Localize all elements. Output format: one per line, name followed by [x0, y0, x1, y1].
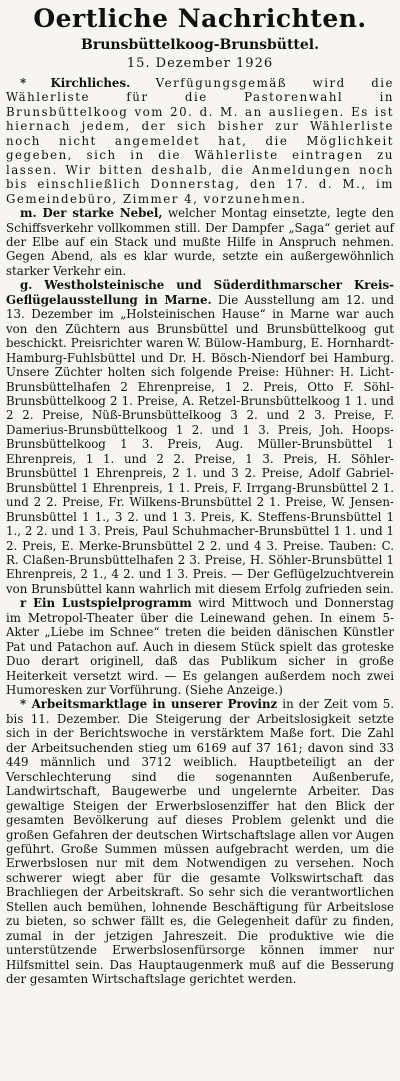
article-lead: * Arbeitsmarktlage in unserer Provinz — [20, 697, 278, 712]
article-body: Verfügungsgemäß wird die Wählerliste für die Pastorenwahl in Brunsbüttelkoog vom 20. d. M. an ausliegen. Es ist hiernach jedem, der sich bisher zur Wählerliste noch nicht angemeldet hat, die Möglichkeit gegeben, sich in die Wählerliste eintragen zu lassen. Wir bitten deshalb, die Anmeldungen noch bis einschließlich Donnerstag, den 17. d. M., im Gemeindebüro, Zimmer 4, vorzunehmen. — [6, 76, 395, 206]
article-nebel — [6, 206, 394, 278]
section-title: Oertliche Nachrichten. — [33, 4, 367, 33]
article-lead: g. Westholsteinische und Süderdithmarscher Kreis-Geflügelausstellung in Marne. — [6, 278, 394, 307]
article-kirchliches — [6, 76, 394, 206]
section-header — [6, 4, 394, 72]
article-body: wird Mittwoch und Donnerstag im Metropol-Theater über die Leinewand gehen. In einem 5-Akter „Liebe im Schnee“ treten die beiden dänischen Künstler Pat und Patachon auf. Auch in diesem Stück spielt das groteske Duo derart originell, daß das Publikum sicher in große Heiterkeit versetzt wird. — Es gelangen außerdem noch zwei Humoresken zur Vorführung. (Siehe Anzeige.) — [6, 596, 394, 698]
article-lead: m. Der starke Nebel, — [20, 206, 163, 221]
article-arbeitsmarktlage — [6, 697, 394, 986]
article-body: in der Zeit vom 5. bis 11. Dezember. Die Steigerung der Arbeitslosigkeit setzte sich in der Berichtswoche in verstärktem Maße fort. Die Zahl der Arbeitsuchenden stieg um 6169 auf 37 161; davon sind 33 449 männlich und 3712 weiblich. Hauptbeteiligt an der Verschlechterung sind die sogenannten Außenberufe, Landwirtschaft, Baugewerbe und ungelernte Arbeiter. Das gewaltige Steigen der Erwerbslosenziffer hat den Blick der gesamten Bevölkerung auf dieses Problem gelenkt und die großen Gefahren der deutschen Wirtschaftslage allen vor Augen geführt. Große Summen müssen aufgebracht werden, um die Erwerbslosen nur mit dem Notwendigen zu versehen. Noch schwerer wiegt aber für die gesamte Volkswirtschaft das Brachliegen der Arbeitskraft. So sehr sich die verantwortlichen Stellen auch bemühen, lohnende Beschäftigung für Arbeitslose zu bieten, so schwer fällt es, die Gelegenheit dafür zu finden, zumal in der jetzigen Jahreszeit. Die produktive wie die unterstützende Erwerbslosenfürsorge können immer nur Hilfsmittel sein. Das Hauptaugenmerk muß auf die Besserung der gesamten Wirtschaftslage gerichtet werden. — [6, 697, 394, 987]
section-subtitle: Brunsbüttelkoog-Brunsbüttel. — [81, 37, 319, 53]
dateline: 15. Dezember 1926 — [126, 56, 274, 71]
article-lustspielprogramm — [6, 596, 394, 697]
article-lead: * Kirchliches. — [20, 76, 131, 90]
article-body: Die Ausstellung am 12. und 13. Dezember im „Holsteinischen Hause“ in Marne war auch von den Züchtern aus Brunsbüttel und Brunsbüttelkoog gut beschickt. Preisrichter waren W. Bülow-Hamburg, E. Hornhardt-Hamburg-Fuhlsbüttel und Dr. H. Bösch-Niendorf bei Hamburg. Unsere Züchter holten sich folgende Preise: Hühner: H. Licht-Brunsbüttelhafen 2 Ehrenpreise, 1 2. Preis, Otto F. Söhl-Brunsbüttelkoog 2 1. Preise, A. Retzel-Brunsbüttelkoog 1 1. und 2 2. Preise, Nüß-Brunsbüttelkoog 3 2. und 2 3. Preise, F. Damerius-Brunsbüttelkoog 1 2. und 1 3. Preis, Joh. Hoops-Brunsbüttelkoog 1 3. Preis, Aug. Müller-Brunsbüttel 1 Ehrenpreis, 1 1. und 2 2. Preise, 1 3. Preis, H. Söhler-Brunsbüttel 1 Ehrenpreis, 2 1. und 3 2. Preise, Adolf Gabriel-Brunsbüttel 1 Ehrenpreis, 1 1. Preis, F. Irrgang-Brunsbüttel 2 1. und 2 2. Preise, Fr. Wilkens-Brunsbüttel 2 1. Preise, W. Jensen-Brunsbüttel 1 1., 3 2. und 1 3. Preis, K. Steffens-Brunsbüttel 1 1., 2 2. und 1 3. Preis, Paul Schuhmacher-Brunsbüttel 1 1. und 1 2. Preis, E. Merke-Brunsbüttel 2 2. und 4 3. Preise. Tauben: C. R. Claßen-Brunsbüttelhafen 2 3. Preise, H. Söhler-Brunsbüttel 1 Ehrenpreis, 2 1., 4 2. und 1 3. Preis. — Der Geflügelzuchtverein von Brunsbüttel kann wahrlich mit diesem Erfolg zufrieden sein. — [6, 292, 394, 596]
article-body: welcher Montag einsetzte, legte den Schiffsverkehr vollkommen still. Der Dampfer „Saga“ geriet auf der Elbe auf ein Stack und mußte Hilfe in Anspruch nehmen. Gegen Abend, als es klar wurde, setzte ein außergewöhnlich starker Verkehr ein. — [6, 206, 394, 278]
article-lead: r Ein Lustspielprogramm — [20, 596, 192, 611]
article-gefluegelausstellung — [6, 278, 394, 596]
